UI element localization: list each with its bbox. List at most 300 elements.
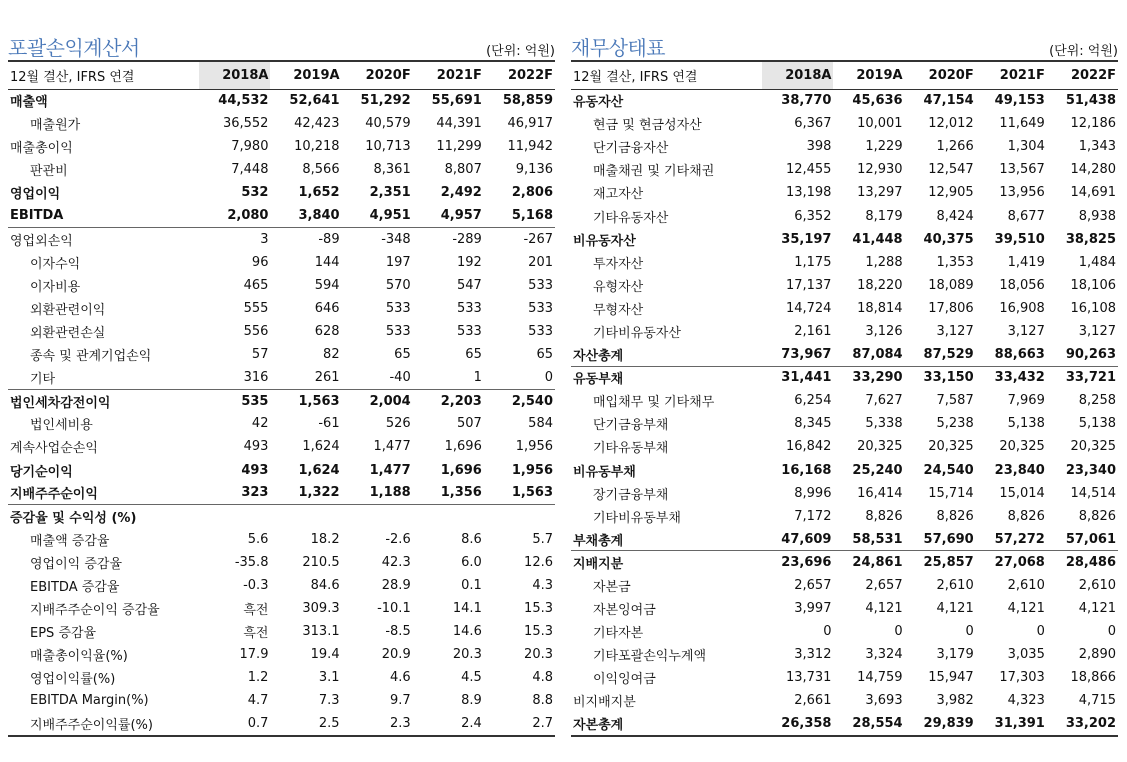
row-value: 3,179 <box>936 647 974 663</box>
row-value: 8,826 <box>936 508 974 524</box>
income-statement-panel <box>8 0 555 737</box>
income-statement-body <box>8 89 555 736</box>
table-row <box>571 459 1118 482</box>
row-label: EBITDA Margin(%) <box>30 693 149 709</box>
row-value: 45,636 <box>852 93 903 109</box>
row-value: 8,258 <box>1078 393 1116 409</box>
row-value: 8.8 <box>532 693 553 709</box>
row-value: 14,280 <box>1070 162 1116 178</box>
row-value: 1,229 <box>865 139 903 155</box>
row-value: 1,188 <box>369 485 411 501</box>
row-value: 15,714 <box>928 485 974 501</box>
row-value: 3,324 <box>865 647 903 663</box>
row-value: 3,035 <box>1007 647 1045 663</box>
table-row <box>571 689 1118 712</box>
row-value: 41,448 <box>852 231 903 247</box>
row-value: 8,826 <box>865 508 903 524</box>
row-value: 29,839 <box>905 713 976 736</box>
table-row <box>8 643 555 666</box>
row-value: 0 <box>894 624 903 640</box>
row-value: 1,696 <box>444 439 482 455</box>
table-row <box>571 89 1118 112</box>
row-value: 흑전 <box>243 626 269 642</box>
table-row <box>8 228 555 251</box>
row-value: 17,137 <box>785 277 832 293</box>
row-value: 52,641 <box>289 93 340 109</box>
row-label: 단기금융부채 <box>593 418 669 434</box>
column-header-2021f: 2021F <box>976 61 1047 89</box>
column-header-2019a: 2019A <box>270 61 341 89</box>
row-value: 13,731 <box>785 670 832 686</box>
row-value: 16,168 <box>781 462 832 478</box>
balance-sheet-body <box>571 89 1118 736</box>
row-value: 493 <box>243 439 269 455</box>
row-value: 90,263 <box>1065 346 1116 362</box>
row-label: 법인세비용 <box>30 418 93 434</box>
row-value: 28,486 <box>1047 551 1118 574</box>
row-value: 2,492 <box>440 185 482 201</box>
row-value: -35.8 <box>234 554 269 570</box>
row-value: 58,859 <box>502 93 553 109</box>
row-value: 0.7 <box>199 713 270 736</box>
row-value: 14,724 <box>785 300 832 316</box>
row-value <box>413 505 484 528</box>
table-row <box>8 528 555 551</box>
row-value: 2,203 <box>413 389 484 412</box>
row-value: 40,375 <box>923 231 974 247</box>
row-value: 35,197 <box>781 231 832 247</box>
row-value: 4,323 <box>1007 693 1045 709</box>
row-value: 13,567 <box>999 162 1045 178</box>
row-value: -289 <box>413 228 484 251</box>
row-value: 6,352 <box>794 208 832 224</box>
row-value: 33,150 <box>905 366 976 389</box>
row-value: 57,272 <box>994 531 1045 547</box>
row-value: 82 <box>323 347 340 363</box>
row-value: 8,566 <box>302 162 340 178</box>
row-value: 533 <box>457 323 482 339</box>
table-row <box>571 297 1118 320</box>
row-value: 18,056 <box>999 277 1045 293</box>
table-row <box>8 435 555 458</box>
row-label: 매출총이익율(%) <box>30 649 128 665</box>
row-label: 이자비용 <box>30 279 81 295</box>
row-value: 18,089 <box>928 277 974 293</box>
row-value: 2,657 <box>794 578 832 594</box>
row-value: -8.5 <box>385 624 411 640</box>
row-value: 3,312 <box>794 647 832 663</box>
row-value: 12,905 <box>928 185 974 201</box>
row-value: 14.6 <box>452 624 482 640</box>
row-value: 18,220 <box>857 277 903 293</box>
row-value: 39,510 <box>994 231 1045 247</box>
column-header-2022f: 2022F <box>484 61 555 89</box>
row-value: 96 <box>251 254 269 270</box>
row-value: 4.6 <box>390 670 411 686</box>
column-header-2022f: 2022F <box>1047 61 1118 89</box>
row-value: 5,138 <box>1007 416 1045 432</box>
row-value <box>270 505 341 528</box>
table-row <box>8 551 555 574</box>
row-value: 465 <box>243 277 269 293</box>
row-value: 8,996 <box>794 485 832 501</box>
row-value: 7,172 <box>794 508 832 524</box>
row-value: 2.5 <box>270 713 341 736</box>
table-row <box>571 204 1118 227</box>
column-header-2021f: 2021F <box>413 61 484 89</box>
row-label: 외환관련손실 <box>30 325 106 341</box>
table-row <box>571 366 1118 389</box>
row-value: 8,826 <box>1078 508 1116 524</box>
table-row <box>571 551 1118 574</box>
row-value: 33,290 <box>833 366 904 389</box>
row-label: 유형자산 <box>593 279 644 295</box>
row-value: 28,554 <box>833 713 904 736</box>
row-label: 기타 <box>30 371 56 387</box>
row-value: 47,154 <box>923 93 974 109</box>
row-label: 유동부채 <box>571 366 762 389</box>
row-value: 8.6 <box>461 531 482 547</box>
table-row <box>571 228 1118 251</box>
row-value: 13,297 <box>857 185 903 201</box>
row-value: 흑전 <box>243 603 269 619</box>
row-value: 65 <box>394 347 411 363</box>
row-value: 14,514 <box>1070 485 1116 501</box>
row-value: 8.9 <box>461 693 482 709</box>
row-label: 종속 및 관계기업손익 <box>30 349 152 365</box>
row-value: 17,303 <box>999 670 1045 686</box>
row-value: 11,942 <box>507 139 553 155</box>
row-value: 18,866 <box>1070 670 1116 686</box>
row-value: 12,455 <box>785 162 832 178</box>
row-label: 증감율 및 수익성 (%) <box>8 505 199 528</box>
table-row <box>8 597 555 620</box>
balance-sheet-table <box>571 60 1118 737</box>
row-value: 316 <box>243 369 269 385</box>
row-value: 47,609 <box>781 531 832 547</box>
row-value: 87,084 <box>852 346 903 362</box>
row-value: 3,126 <box>865 323 903 339</box>
table-row <box>571 666 1118 689</box>
row-label: 부채총계 <box>573 533 624 549</box>
row-value: 2,806 <box>511 185 553 201</box>
row-value: 15.3 <box>524 624 553 640</box>
row-value: 40,579 <box>365 116 411 132</box>
column-header-label: 12월 결산, IFRS 연결 <box>571 61 762 89</box>
row-value: 7,980 <box>231 139 269 155</box>
row-value: 2,610 <box>1007 578 1045 594</box>
income-statement-header <box>8 0 555 60</box>
table-row <box>8 204 555 227</box>
row-value: -267 <box>484 228 555 251</box>
row-label: 판관비 <box>30 164 68 180</box>
row-value: 1,624 <box>302 439 340 455</box>
row-value: 9.7 <box>390 693 411 709</box>
row-value: 51,438 <box>1065 93 1116 109</box>
row-value: 5.6 <box>247 531 269 547</box>
table-row <box>571 251 1118 274</box>
row-value: 57,690 <box>923 531 974 547</box>
row-value: 1 <box>473 369 482 385</box>
row-value: 65 <box>465 347 482 363</box>
row-value: 4,121 <box>865 601 903 617</box>
row-value: -61 <box>318 416 340 432</box>
row-value: 556 <box>243 323 269 339</box>
table-row <box>8 713 555 736</box>
row-value: 3,127 <box>936 323 974 339</box>
row-label: 매출채권 및 기타채권 <box>593 164 715 180</box>
row-label: 지배주주순이익 증감율 <box>30 603 160 619</box>
table-row <box>8 89 555 112</box>
column-header-2020f: 2020F <box>342 61 413 89</box>
table-row <box>571 274 1118 297</box>
row-label: 이자수익 <box>30 256 81 272</box>
row-label: 매입채무 및 기타채무 <box>593 395 715 411</box>
row-value: 13,198 <box>785 185 832 201</box>
table-row <box>8 666 555 689</box>
row-value: 5,138 <box>1078 416 1116 432</box>
row-value: 57,061 <box>1065 531 1116 547</box>
balance-sheet-title: 재무상태표 <box>571 36 666 60</box>
row-value: 1,956 <box>511 462 553 478</box>
row-value: 628 <box>314 323 340 339</box>
row-label: 재고자산 <box>593 187 644 203</box>
row-label: 비지배지분 <box>573 695 636 711</box>
row-value: 87,529 <box>923 346 974 362</box>
row-value: 261 <box>314 369 340 385</box>
row-label: 기타비유동자산 <box>593 325 681 341</box>
table-header-row <box>571 61 1118 89</box>
row-value: 42 <box>251 416 269 432</box>
table-row <box>8 343 555 366</box>
row-value: 197 <box>385 254 411 270</box>
row-value: 646 <box>314 300 340 316</box>
income-statement-unit: (단위: 억원) <box>486 44 555 59</box>
row-value: 38,825 <box>1065 231 1116 247</box>
table-row <box>571 435 1118 458</box>
row-value: 12,012 <box>928 116 974 132</box>
row-value: 8,179 <box>865 208 903 224</box>
row-value: 5,168 <box>511 208 553 224</box>
row-value: 594 <box>314 277 340 293</box>
row-value: 1,419 <box>1007 254 1045 270</box>
table-row <box>8 389 555 412</box>
row-value: 18,106 <box>1070 277 1116 293</box>
row-label: 기타자본 <box>593 626 644 642</box>
table-row <box>571 343 1118 366</box>
column-header-2019a: 2019A <box>833 61 904 89</box>
row-value: 2.7 <box>484 713 555 736</box>
row-value: 20,325 <box>928 439 974 455</box>
row-value: 0 <box>1036 624 1045 640</box>
table-row <box>571 320 1118 343</box>
row-label: 영업외손익 <box>8 228 199 251</box>
row-value: 4,121 <box>1078 601 1116 617</box>
row-value: 17.9 <box>239 647 269 663</box>
row-value: 1,563 <box>270 389 341 412</box>
row-value: 398 <box>806 139 832 155</box>
row-value: 18,814 <box>857 300 903 316</box>
row-label: EPS 증감율 <box>30 626 97 642</box>
row-value: 4.3 <box>532 578 553 594</box>
row-value <box>484 505 555 528</box>
row-value: 1,477 <box>373 439 411 455</box>
row-value: 5,238 <box>936 416 974 432</box>
row-value: 2,657 <box>865 578 903 594</box>
row-value: 533 <box>385 323 411 339</box>
row-value: 8,424 <box>936 208 974 224</box>
row-label: 지배주주순이익 <box>10 487 98 503</box>
row-value: 25,240 <box>852 462 903 478</box>
row-label: 영업이익 <box>10 187 61 203</box>
row-value: 24,861 <box>833 551 904 574</box>
row-value: 323 <box>241 485 269 501</box>
balance-sheet-header <box>571 0 1118 60</box>
row-value: 1,956 <box>515 439 553 455</box>
table-row <box>571 528 1118 551</box>
row-value: 2,890 <box>1078 647 1116 663</box>
row-value: 0 <box>1107 624 1116 640</box>
row-value: 15,014 <box>999 485 1045 501</box>
row-value: 493 <box>241 462 269 478</box>
row-value: 533 <box>528 323 553 339</box>
row-value: 1,175 <box>794 254 832 270</box>
row-value: 27,068 <box>976 551 1047 574</box>
row-value: 44,391 <box>436 116 482 132</box>
row-value: 1,652 <box>298 185 340 201</box>
row-value: 1,266 <box>936 139 974 155</box>
table-row <box>8 112 555 135</box>
row-value: 33,202 <box>1047 713 1118 736</box>
row-value: 19.4 <box>310 647 340 663</box>
column-header-2020f: 2020F <box>905 61 976 89</box>
row-value: 33,721 <box>1047 366 1118 389</box>
row-value: 4.7 <box>247 693 269 709</box>
row-label: 장기금융부채 <box>593 487 669 503</box>
balance-sheet-panel <box>571 0 1118 737</box>
table-row <box>8 251 555 274</box>
row-value: 8,807 <box>444 162 482 178</box>
row-value: 1,477 <box>369 462 411 478</box>
row-value: 533 <box>528 277 553 293</box>
row-value: 23,340 <box>1065 462 1116 478</box>
row-value: 14.1 <box>452 601 482 617</box>
table-row <box>571 158 1118 181</box>
row-label: 비유동부채 <box>573 464 636 480</box>
row-value: 5.7 <box>532 531 553 547</box>
table-row <box>8 620 555 643</box>
row-value: 309.3 <box>302 601 340 617</box>
row-value: 3,127 <box>1007 323 1045 339</box>
table-row <box>8 689 555 712</box>
row-value: 4,121 <box>1007 601 1045 617</box>
row-value: 20.3 <box>452 647 482 663</box>
row-value: 2,351 <box>369 185 411 201</box>
row-value: 533 <box>528 300 553 316</box>
row-value: 44,532 <box>218 93 269 109</box>
row-label: 당기순이익 <box>10 464 73 480</box>
row-value: 31,441 <box>762 366 833 389</box>
row-value: 1,563 <box>511 485 553 501</box>
row-value: 8,938 <box>1078 208 1116 224</box>
balance-sheet-unit: (단위: 억원) <box>1049 44 1118 59</box>
row-value: 0 <box>544 369 553 385</box>
row-value: 46,917 <box>507 116 553 132</box>
row-value: 6,254 <box>794 393 832 409</box>
row-label: 매출액 증감율 <box>30 533 110 549</box>
row-label: 기타유동부채 <box>593 441 669 457</box>
column-header-2018a: 2018A <box>762 61 833 89</box>
row-value: 1,343 <box>1078 139 1116 155</box>
row-value: 20,325 <box>857 439 903 455</box>
row-value: 570 <box>385 277 411 293</box>
row-value: 4,951 <box>369 208 411 224</box>
row-value: 10,218 <box>294 139 340 155</box>
row-value: 1,353 <box>936 254 974 270</box>
row-label: 매출총이익 <box>10 141 73 157</box>
table-row <box>8 181 555 204</box>
row-value: 532 <box>241 185 269 201</box>
row-value: 14,759 <box>857 670 903 686</box>
row-label: 기타비유동부채 <box>593 510 681 526</box>
row-value: -40 <box>389 369 411 385</box>
table-row <box>8 320 555 343</box>
row-value: 6,367 <box>794 116 832 132</box>
row-value: 20,325 <box>999 439 1045 455</box>
row-value: 16,108 <box>1070 300 1116 316</box>
row-value: 2,080 <box>227 208 269 224</box>
row-value: 3,127 <box>1078 323 1116 339</box>
row-value: 73,967 <box>781 346 832 362</box>
row-value: 2.3 <box>342 713 413 736</box>
row-value: 1,322 <box>298 485 340 501</box>
row-value: 8,361 <box>373 162 411 178</box>
row-value: 25,857 <box>905 551 976 574</box>
row-label: 매출액 <box>10 95 48 111</box>
income-statement-title: 포괄손익계산서 <box>8 36 140 60</box>
row-value: 1,288 <box>865 254 903 270</box>
row-value: 584 <box>528 416 553 432</box>
row-value: 16,908 <box>999 300 1045 316</box>
table-row <box>571 389 1118 412</box>
row-value: 5,338 <box>865 416 903 432</box>
row-value: 0 <box>965 624 974 640</box>
row-label: 현금 및 현금성자산 <box>593 118 702 134</box>
row-value: 38,770 <box>781 93 832 109</box>
row-label: 자본잉여금 <box>593 603 656 619</box>
row-value: 3.1 <box>318 670 340 686</box>
row-value: -10.1 <box>377 601 411 617</box>
row-label: 지배주주순이익률(%) <box>8 713 199 736</box>
row-value: 2,610 <box>1078 578 1116 594</box>
row-value: 2,610 <box>936 578 974 594</box>
row-value: 12.6 <box>524 554 553 570</box>
row-label: 영업이익 증감율 <box>30 556 123 572</box>
row-value: 547 <box>457 277 482 293</box>
row-value: 36,552 <box>222 116 269 132</box>
row-value: 42.3 <box>381 554 411 570</box>
row-label: 법인세차감전이익 <box>8 389 199 412</box>
row-value: 14,691 <box>1070 185 1116 201</box>
row-value: 533 <box>385 300 411 316</box>
row-label: 투자자산 <box>593 256 644 272</box>
row-label: 매출원가 <box>30 118 81 134</box>
row-value: 12,547 <box>928 162 974 178</box>
row-value: 12,930 <box>857 162 903 178</box>
row-label: 단기금융자산 <box>593 141 669 157</box>
row-value: 31,391 <box>976 713 1047 736</box>
row-label: EBITDA <box>10 208 64 224</box>
